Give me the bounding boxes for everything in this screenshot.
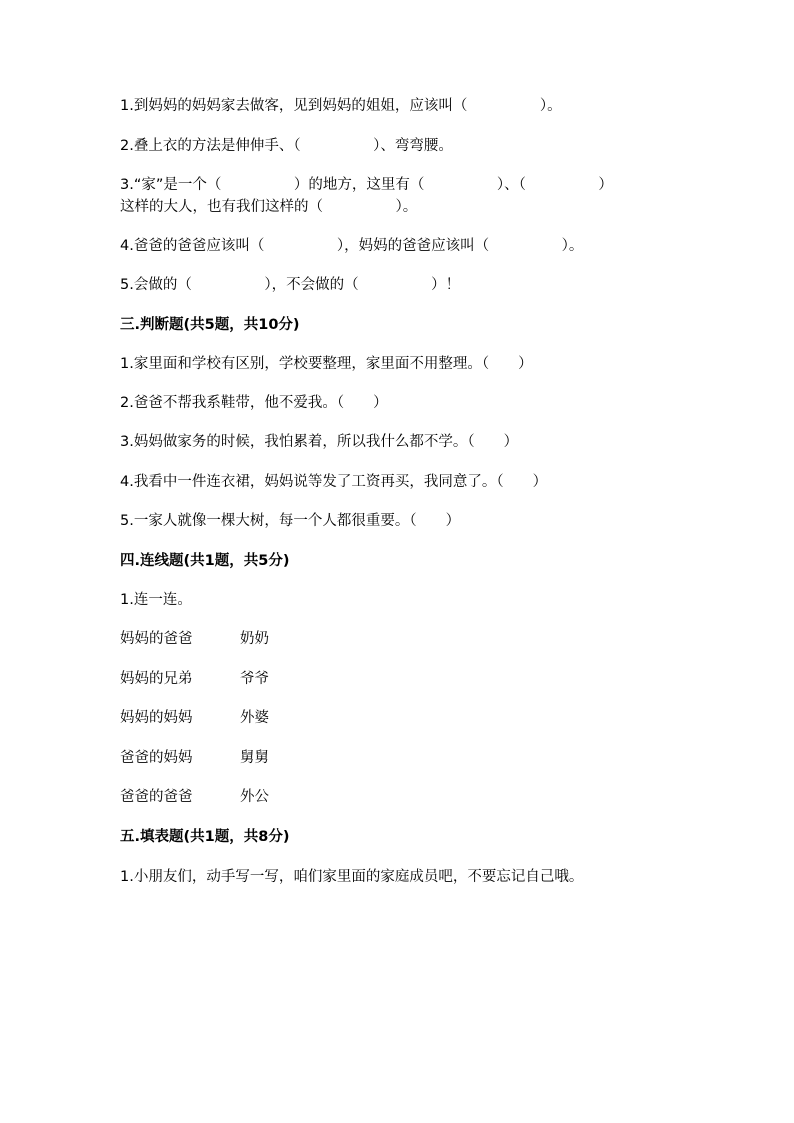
matching-right-item-3: 外婆 <box>240 710 269 726</box>
matching-question-1: 1.连一连。 <box>120 592 192 608</box>
matching-right-item-1: 奶奶 <box>240 631 269 647</box>
fill-in-question-4: 4.爸爸的爸爸应该叫（ ），妈妈的爸爸应该叫（ ）。 <box>120 238 584 254</box>
judge-question-5: 5.一家人就像一棵大树，每一个人都很重要。（ ） <box>120 513 461 529</box>
matching-right-item-4: 舅舅 <box>240 750 269 766</box>
matching-left-item-3: 妈妈的妈妈 <box>120 710 193 726</box>
table-fill-section-heading: 五.填表题(共1题，共8分) <box>120 829 290 845</box>
judge-question-4: 4.我看中一件连衣裙，妈妈说等发了工资再买，我同意了。（ ） <box>120 474 548 490</box>
judge-question-1: 1.家里面和学校有区别，学校要整理，家里面不用整理。（ ） <box>120 356 533 372</box>
fill-in-question-2: 2.叠上衣的方法是伸伸手、（ ）、弯弯腰。 <box>120 138 453 154</box>
judge-question-2: 2.爸爸不帮我系鞋带，他不爱我。（ ） <box>120 395 388 411</box>
matching-left-item-2: 妈妈的兄弟 <box>120 671 193 687</box>
fill-in-question-3-line-1: 3.“家”是一个（ ）的地方，这里有（ ）、（ ） <box>120 177 613 193</box>
fill-in-question-1: 1.到妈妈的妈妈家去做客，见到妈妈的姐姐，应该叫（ ）。 <box>120 98 562 114</box>
table-fill-question-1: 1.小朋友们，动手写一写，咱们家里面的家庭成员吧，不要忘记自己哦。 <box>120 869 584 885</box>
judge-section-heading: 三.判断题(共5题，共10分) <box>120 317 300 333</box>
matching-right-item-5: 外公 <box>240 789 269 805</box>
judge-question-3: 3.妈妈做家务的时候，我怕累着，所以我什么都不学。（ ） <box>120 434 519 450</box>
matching-left-item-5: 爸爸的爸爸 <box>120 789 193 805</box>
matching-left-item-4: 爸爸的妈妈 <box>120 750 193 766</box>
matching-right-item-2: 爷爷 <box>240 671 269 687</box>
fill-in-question-5: 5.会做的（ ），不会做的（ ）！ <box>120 277 461 293</box>
matching-section-heading: 四.连线题(共1题，共5分) <box>120 553 290 569</box>
fill-in-question-3-line-2: 这样的大人，也有我们这样的（ ）。 <box>120 199 418 215</box>
matching-left-item-1: 妈妈的爸爸 <box>120 631 193 647</box>
